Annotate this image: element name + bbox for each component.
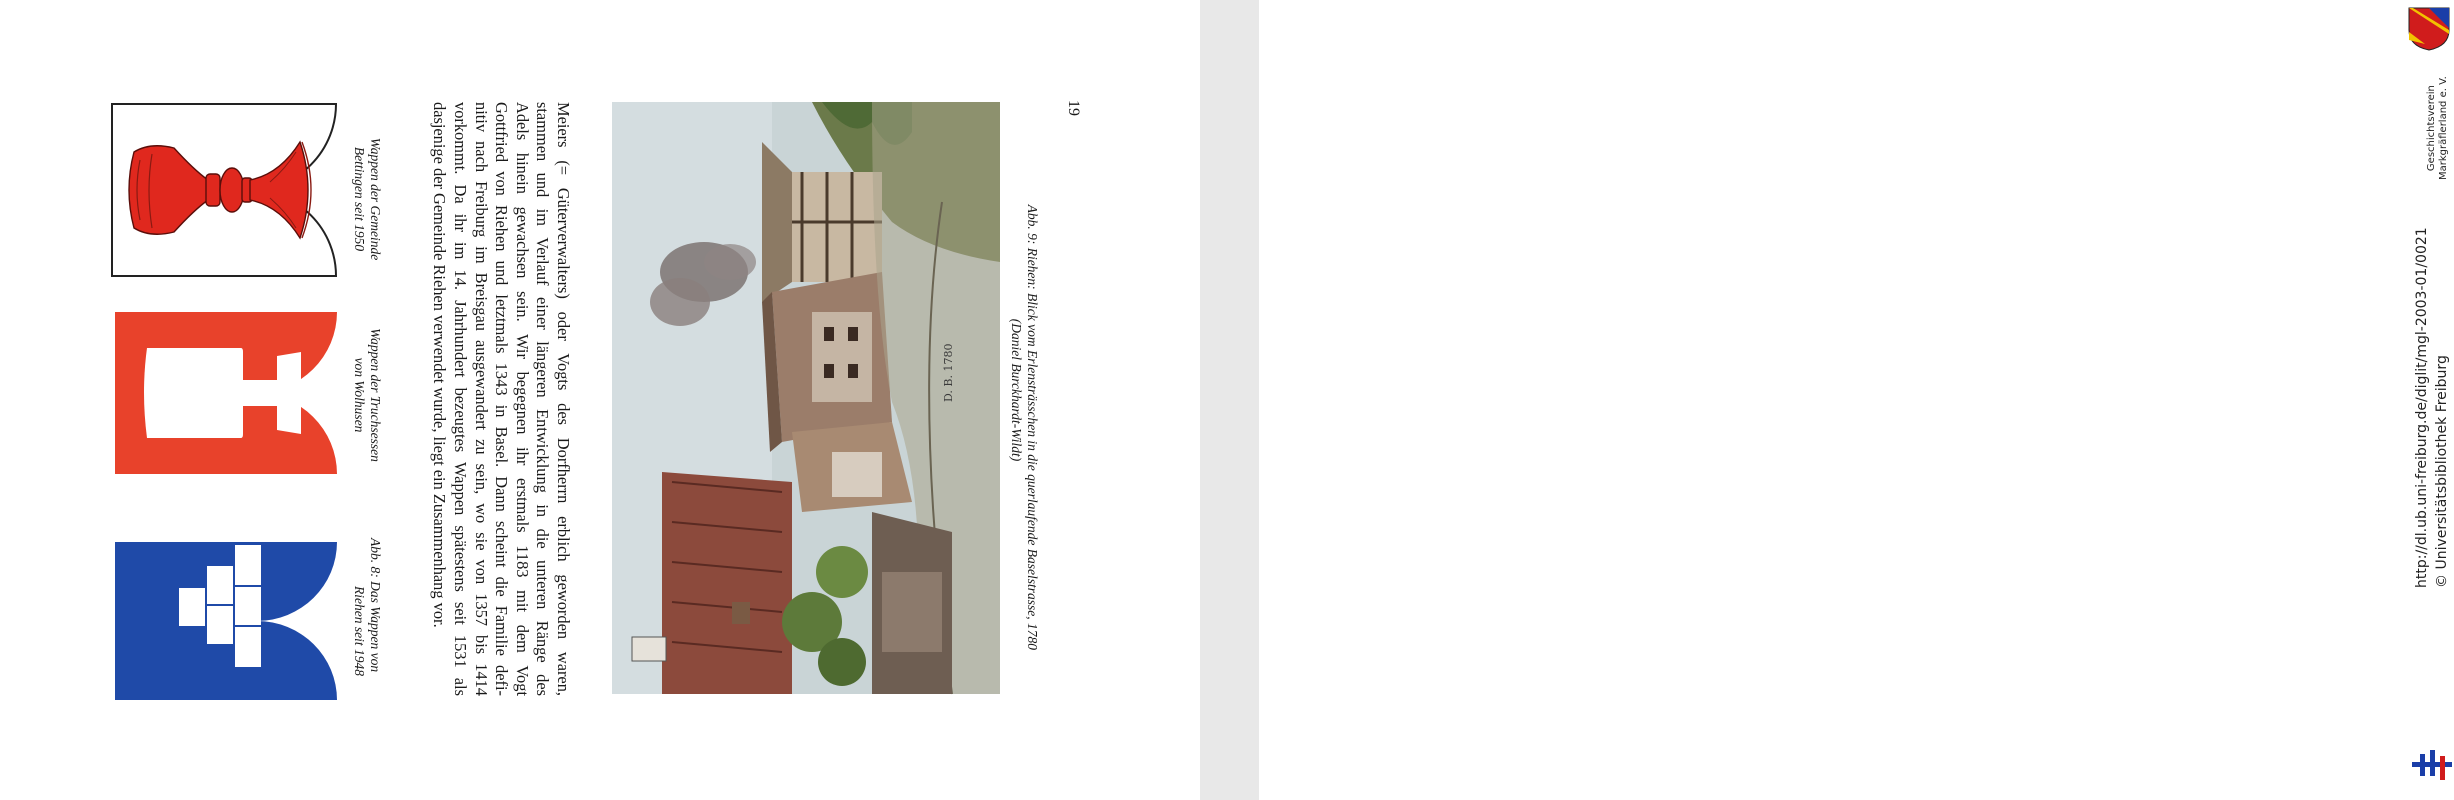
- copyright-text: © Universitätsbibliothek Freiburg: [2434, 355, 2450, 588]
- caption-abb8-line2: Riehen seit 1948: [352, 586, 367, 676]
- document-page: [0, 0, 1200, 800]
- body-line: dasjenige der Gemeinde Riehen verwendet wurde, liegt ein Zusammenhang vor.: [430, 102, 450, 628]
- page-number: [1064, 100, 1082, 116]
- ub-freiburg-logo-icon: [2410, 748, 2454, 782]
- body-line: stammen und im Verlauf einer längeren Entwicklung in die unteren Ränge des: [533, 102, 553, 696]
- caption-abb9-line1: Abb. 9: Riehen: Blick vom Erlensträsschen in die querlaufende Baselstrasse, 1780: [1025, 204, 1040, 650]
- body-line: Adels hinein gewachsen sein. Wir begegnen ihr erstmals 1183 mit dem Vogt: [512, 102, 532, 696]
- society-label: [2426, 76, 2450, 180]
- riehen-street-painting: [612, 102, 1000, 694]
- caption-truchsessen-line1: Wappen der Truchsessen: [368, 328, 383, 462]
- caption-bettingen: [351, 124, 383, 274]
- caption-abb9-line2: (Daniel Burckhardt-Wildt): [1009, 318, 1024, 462]
- body-line: vorkommt. Da ihr im 14. Jahrhundert bezeugtes Wappen spätestens seit 1531 als: [451, 102, 471, 696]
- caption-bettingen-line2: Bettingen seit 1950: [352, 146, 367, 252]
- library-sidebar: [1200, 0, 2450, 800]
- riehen-coat-of-arms: [115, 542, 337, 700]
- caption-abb9: [1008, 130, 1040, 650]
- body-line: Gottfried von Riehen und letztmals 1343 in Basel. Dann scheint die Familie defi-: [492, 102, 512, 696]
- painting-signature: D. B. 1780: [942, 343, 955, 402]
- bettingen-coat-of-arms: [110, 102, 338, 278]
- page-number-text: 19: [1065, 100, 1082, 116]
- markgraeflerland-logo-icon: [2407, 6, 2451, 50]
- society-line1: Geschichtsverein: [2426, 85, 2437, 172]
- caption-truchsessen: [351, 320, 383, 470]
- library-credit: [2412, 227, 2452, 588]
- document-url-link[interactable]: http://dl.ub.uni-freiburg.de/diglit/mgl-2003-01/0021: [2414, 227, 2430, 588]
- body-line: nitiv nach Freiburg im Breisgau ausgewandert zu sein, wo sie von 1357 bis 1414: [471, 102, 491, 696]
- body-paragraph: [429, 102, 573, 696]
- caption-truchsessen-line2: von Wolhusen: [352, 357, 367, 433]
- caption-bettingen-line1: Wappen der Gemeinde: [368, 137, 383, 261]
- caption-abb8: [351, 538, 383, 700]
- society-line2: Markgräflerland e. V.: [2438, 76, 2449, 180]
- caption-abb8-line1: Abb. 8: Das Wappen von: [368, 538, 383, 673]
- truchsessen-coat-of-arms: [115, 312, 337, 474]
- body-line: Meiers (= Güterverwalters) oder Vogts des Dorfherrn erblich geworden waren,: [554, 102, 573, 696]
